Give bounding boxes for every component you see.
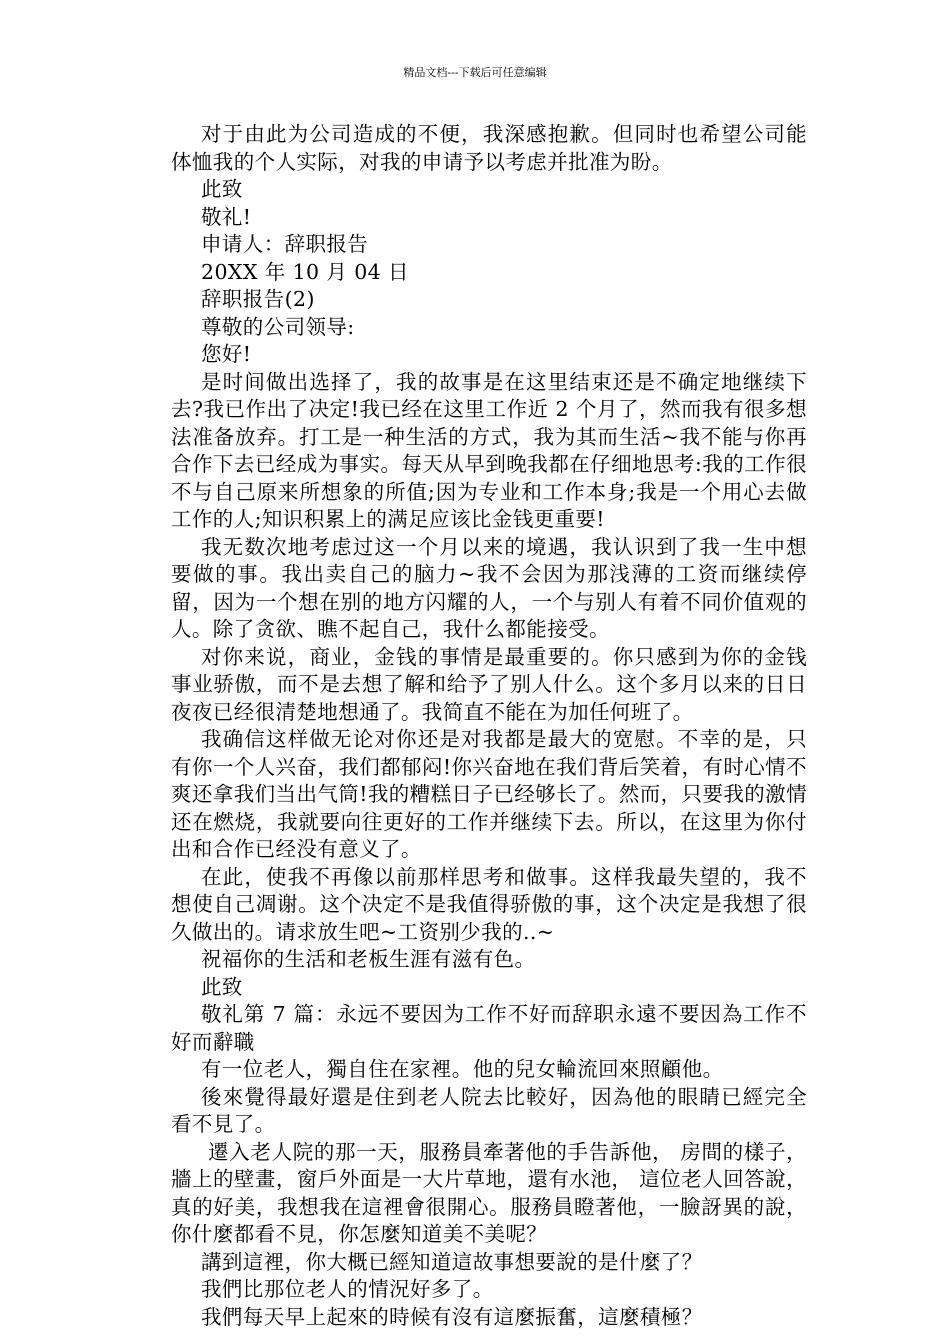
story-paragraph-5: 我們比那位老人的情況好多了。	[201, 1277, 494, 1301]
story-paragraph-2: 後來覺得最好還是住到老人院去比較好，因為他的眼睛已經完全看不見了。	[171, 1084, 807, 1136]
paragraph-blessing: 祝福你的生活和老板生涯有滋有色。	[201, 947, 536, 971]
applicant-line: 申请人：辞职报告	[201, 232, 369, 256]
paragraph-decision-final: 在此，使我不再像以前那样思考和做事。这样我最失望的，我不想使自己凋谢。这个决定不是我值得骄傲的事，这个决定是我想了很久做出的。请求放生吧~工资别少我的..~	[171, 864, 807, 944]
story-paragraph-1: 有一位老人，獨自住在家裡。他的兒女輪流回來照顧他。	[201, 1057, 724, 1081]
page-header: 精品文档---下载后可任意编辑	[403, 66, 547, 79]
closing-salutation: 此致	[201, 177, 243, 201]
paragraph-relief: 我确信这样做无论对你还是对我都是最大的宽慰。不幸的是，只有你一个人兴奋，我们都郁闷!你兴奋地在我们背后笑着，有时心情不爽还拿我们当出气筒!我的糟糕日子已经够长了。然而，只要我的激情还在燃烧，我就要向往更好的工作并继续下去。所以，在这里为你付出和合作已经没有意义了。	[171, 727, 807, 861]
document-body	[171, 121, 807, 1331]
paragraph-reflection: 我无数次地考虑过这一个月以来的境遇，我认识到了我一生中想要做的事。我出卖自己的脑力~我不会因为那浅薄的工资而继续停留，因为一个想在别的地方闪耀的人，一个与别人有着不同价值观的人。除了贪欲、瞧不起自己，我什么都能接受。	[171, 534, 807, 641]
paragraph-money: 对你来说，商业，金钱的事情是最重要的。你只感到为你的金钱事业骄傲，而不是去想了解和给予了别人什么。这个多月以来的日日夜夜已经很清楚地想通了。我简直不能在为加任何班了。	[171, 644, 807, 724]
story-paragraph-3: 遷入老人院的那一天，服務員牽著他的手告訴他， 房間的樣子，牆上的壁畫，窗戶外面是一大片草地，還有水池， 這位老人回答說，真的好美，我想我在這裡會很開心。服務員瞪著他，一臉訝異的說，你什麼都看不見，你怎麼知道美不美呢？	[171, 1139, 807, 1246]
closing-salutation-2: 此致	[201, 974, 243, 999]
greeting-recipient: 尊敬的公司领导:	[201, 314, 355, 339]
paragraph-apology: 对于由此为公司造成的不便，我深感抱歉。但同时也希望公司能体恤我的个人实际，对我的申请予以考虑并批准为盼。	[171, 122, 807, 174]
section-title: 辞职报告(2)	[201, 287, 315, 311]
paragraph-decision: 是时间做出选择了，我的故事是在这里结束还是不确定地继续下去?我已作出了决定!我已经在这里工作近 2 个月了，然而我有很多想法准备放弃。打工是一种生活的方式，我为其而生活~我不能与你再合作下去已经成为事实。每天从早到晚我都在仔细地思考:我的工作很不与自己原来所想象的所值;因为专业和工作本身;我是一个用心去做工作的人;知识积累上的满足应该比金钱更重要!	[171, 369, 807, 531]
story-paragraph-6: 我們每天早上起來的時候有沒有這麼振奮，這麼積極？	[201, 1304, 703, 1329]
article-title: 敬礼第 7 篇：永远不要因为工作不好而辞职永遠不要因為工作不好而辭職	[171, 1002, 807, 1054]
greeting-hello: 您好!	[201, 342, 252, 366]
date-line: 20XX 年 10 月 04 日	[201, 259, 409, 284]
story-paragraph-4: 講到這裡，你大概已經知道這故事想要說的是什麼了？	[201, 1249, 703, 1274]
closing-regards: 敬礼!	[201, 204, 252, 229]
